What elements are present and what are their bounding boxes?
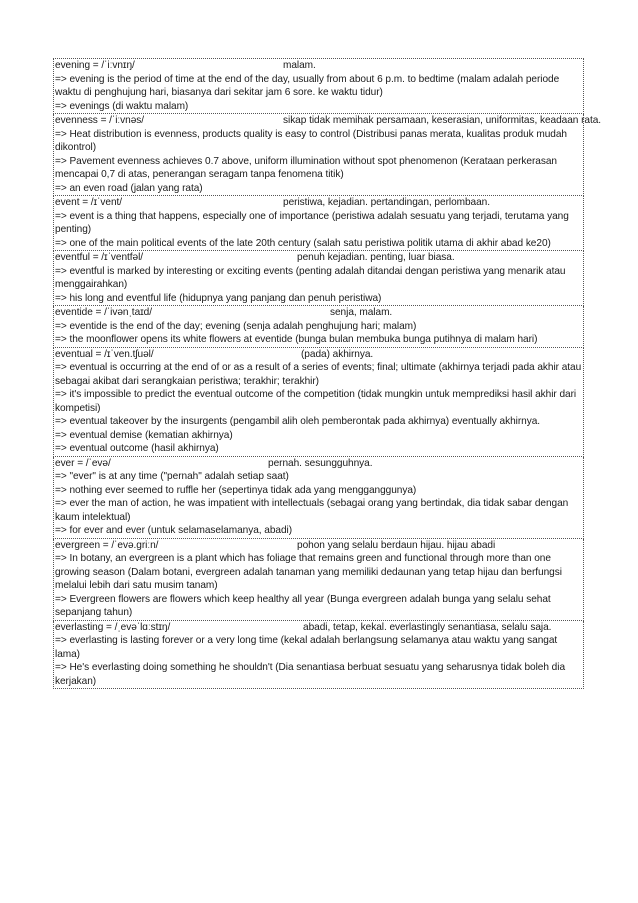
entry-example: => eventual takeover by the insurgents (pengambil alih oleh pemberontak pada akhirnya) eventually akhirnya. bbox=[55, 416, 541, 427]
entry-gloss: sikap tidak memihak persamaan, keserasian, uniformitas, keadaan rata. bbox=[283, 115, 602, 126]
entry-example: => his long and eventful life (hidupnya yang panjang dan penuh peristiwa) bbox=[55, 292, 382, 304]
dictionary-entry bbox=[53, 457, 584, 539]
entry-example: => evenings (di waktu malam) bbox=[55, 100, 189, 112]
entry-term: eventual = /ɪˈven.tʃuəl/ bbox=[55, 348, 154, 360]
entry-example: => event is a thing that happens, especially one of importance (peristiwa adalah sesuatu yang terjadi, terutama yang penting) bbox=[55, 210, 569, 235]
entry-example: => Evergreen flowers are flowers which keep healthy all year (Bunga evergreen adalah bunga yang selalu sehat sepanjang tahun) bbox=[55, 593, 551, 618]
entry-gloss: abadi, tetap, kekal. everlastingly senantiasa, selalu saja. bbox=[303, 621, 552, 633]
entry-headword-row bbox=[54, 457, 583, 471]
dictionary-entry bbox=[53, 196, 584, 251]
entry-headword-row bbox=[54, 114, 602, 128]
entry-gloss: pohon yang selalu berdaun hijau. hijau abadi bbox=[297, 539, 496, 551]
entry-headword-row bbox=[54, 306, 583, 320]
dictionary-entry bbox=[53, 306, 584, 348]
entry-example: => everlasting is lasting forever or a very long time (kekal adalah berlangsung selamanya atau waktu yang sangat lama) bbox=[55, 635, 558, 660]
entry-headword-row bbox=[54, 621, 583, 635]
dictionary-entry bbox=[53, 539, 584, 621]
entry-example: => eventual outcome (hasil akhirnya) bbox=[55, 443, 219, 454]
entry-example: => eventual is occurring at the end of or as a result of a series of events; final; ultimate (akhirnya terjadi pada akhir atau sebagai akibat dari serangkaian peristiwa; terakhir; terakhir) bbox=[55, 362, 582, 387]
entry-term: evenness = /ˈiːvnəs/ bbox=[55, 115, 145, 126]
entry-term: ever = /ˈevə/ bbox=[55, 457, 111, 469]
entry-example: => "ever" is at any time ("pernah" adalah setiap saat) bbox=[55, 471, 289, 482]
entry-example: => it's impossible to predict the eventual outcome of the competition (tidak mungkin untuk memprediksi hasil akhir dari kompetisi) bbox=[55, 389, 577, 414]
entry-gloss: malam. bbox=[283, 60, 316, 71]
entry-gloss: (pada) akhirnya. bbox=[301, 348, 374, 360]
entry-term: everlasting = /ˌevəˈlɑːstɪŋ/ bbox=[55, 621, 171, 633]
dictionary-entry bbox=[53, 348, 584, 457]
entry-example: => nothing ever seemed to ruffle her (sepertinya tidak ada yang mengganggunya) bbox=[55, 484, 417, 496]
entry-example: => for ever and ever (untuk selamaselamanya, abadi) bbox=[55, 525, 293, 536]
dictionary-entry bbox=[53, 251, 584, 306]
entry-gloss: senja, malam. bbox=[330, 307, 393, 318]
entry-example: => eventual demise (kematian akhirnya) bbox=[55, 429, 233, 441]
entry-term: event = /ɪˈvent/ bbox=[55, 197, 123, 208]
entry-term: evergreen = /ˈevə.ɡriːn/ bbox=[55, 539, 159, 551]
entry-example: => evening is the period of time at the end of the day, usually from about 6 p.m. to bedtime (malam adalah periode waktu di penghujung hari, biasanya dari sekitar jam 6 sore. ke waktu tidur) bbox=[55, 73, 560, 98]
entry-term: eventide = /ˈivənˌtaɪd/ bbox=[55, 307, 152, 318]
entry-example: => Heat distribution is evenness, products quality is easy to control (Distribusi panas merata, kualitas produk mudah dikontrol) bbox=[55, 128, 567, 153]
entry-example: => eventful is marked by interesting or exciting events (penting adalah ditandai dengan peristiwa yang menarik atau menggairahkan) bbox=[55, 265, 566, 290]
entry-example: => the moonflower opens its white flowers at eventide (bunga bulan membuka bunga putihnya di malam hari) bbox=[55, 334, 538, 345]
entry-headword-row bbox=[54, 251, 583, 265]
entry-example: => ever the man of action, he was impatient with intellectuals (sebagai orang yang bertindak, dia tidak sabar dengan kaum intelektual) bbox=[55, 498, 569, 523]
entry-example: => He's everlasting doing something he shouldn't (Dia senantiasa berbuat sesuatu yang seharusnya tidak boleh dia kerjakan) bbox=[55, 662, 566, 687]
entry-example: => In botany, an evergreen is a plant which has foliage that remains green and functional through more than one growing season (Dalam botani, evergreen adalah tanaman yang memiliki dedaunan yang tetap hijau dan berfungsi melalui lebih dari satu musim tanam) bbox=[55, 553, 562, 591]
entry-headword-row bbox=[54, 59, 583, 73]
entry-gloss: peristiwa, kejadian. pertandingan, perlombaan. bbox=[283, 197, 490, 208]
entry-headword-row bbox=[54, 196, 583, 210]
dictionary-sheet bbox=[53, 58, 602, 689]
entry-term: eventful = /ɪˈventfəl/ bbox=[55, 252, 144, 263]
dictionary-entry bbox=[53, 621, 584, 690]
entry-gloss: pernah. sesungguhnya. bbox=[268, 457, 373, 469]
entry-headword-row bbox=[54, 348, 583, 362]
dictionary-entry bbox=[53, 58, 584, 114]
entry-gloss: penuh kejadian. penting, luar biasa. bbox=[297, 252, 455, 263]
dictionary-entry bbox=[53, 114, 602, 196]
entry-term: evening = /ˈiːvnɪŋ/ bbox=[55, 60, 135, 71]
entry-example: => an even road (jalan yang rata) bbox=[55, 182, 203, 194]
entry-example: => Pavement evenness achieves 0.7 above, uniform illumination without spot phenomenon (Kerataan perkerasan mencapai 0,7 di atas, penerangan seragam tanpa fenomena titik) bbox=[55, 155, 557, 180]
entry-headword-row bbox=[54, 539, 583, 553]
entry-example: => one of the main political events of the late 20th century (salah satu peristiwa politik utama di akhir abad ke20) bbox=[55, 237, 551, 249]
entry-example: => eventide is the end of the day; evening (senja adalah penghujung hari; malam) bbox=[55, 320, 417, 332]
